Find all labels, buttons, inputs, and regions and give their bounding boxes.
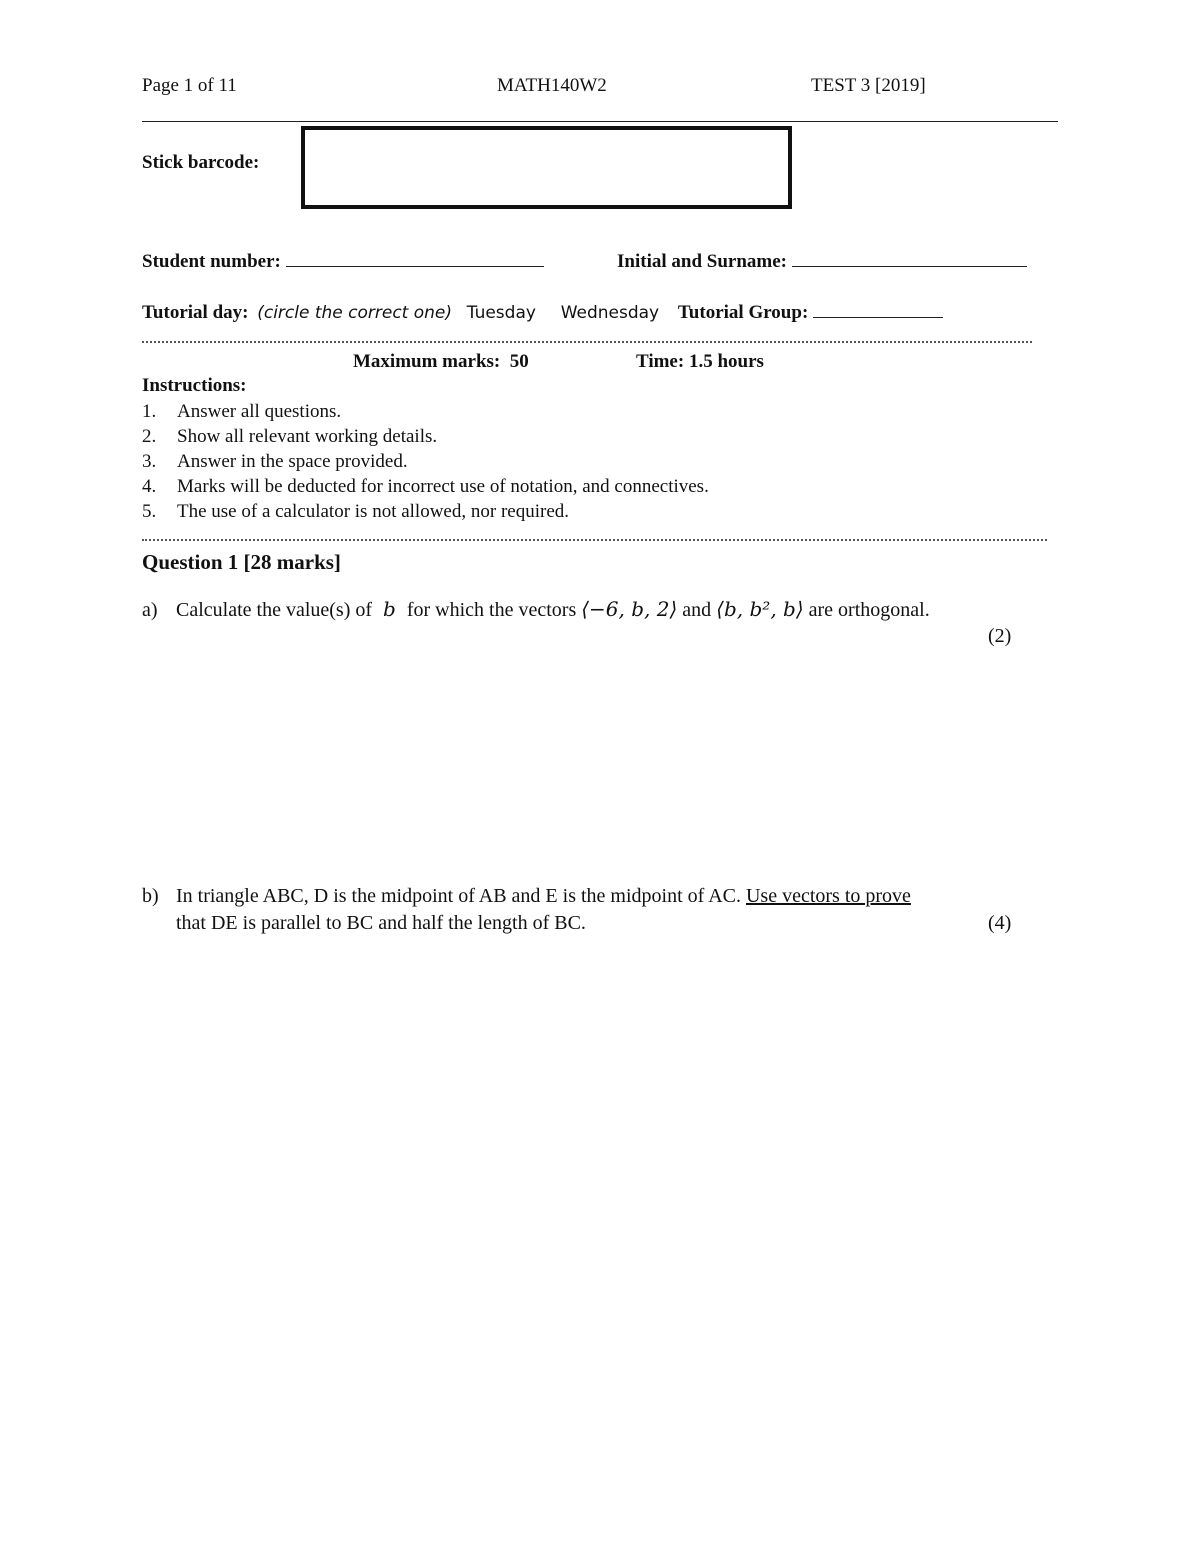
surname-field[interactable] <box>792 252 1027 267</box>
part-b-text-2: that DE is parallel to BC and half the length of BC. <box>176 912 586 934</box>
page-number: Page 1 of 11 <box>142 75 237 96</box>
part-a-marks: (2) <box>988 625 1012 647</box>
part-a-text-1: Calculate the value(s) of <box>176 599 373 621</box>
part-a-text-3: and <box>682 599 712 621</box>
tutorial-group-field[interactable] <box>813 303 943 318</box>
instructions-list <box>142 399 709 524</box>
instruction-item: 5. The use of a calculator is not allowed, nor required. <box>142 501 569 522</box>
part-a-text-2: for which the vectors <box>406 599 577 621</box>
part-b-letter: b) <box>142 885 159 907</box>
max-marks-label: Maximum marks: <box>353 351 501 372</box>
surname-row <box>617 251 1027 273</box>
tutorial-group-label: Tutorial Group: <box>677 302 809 323</box>
tutorial-day-tuesday[interactable]: Tuesday <box>466 303 536 323</box>
instruction-item: 1. Answer all questions. <box>142 401 342 422</box>
barcode-box <box>301 126 792 209</box>
tutorial-row <box>142 302 943 324</box>
test-label: TEST 3 [2019] <box>811 75 926 96</box>
part-a-variable: b <box>383 597 396 621</box>
tutorial-day-label: Tutorial day: <box>142 302 249 323</box>
max-marks <box>353 351 529 373</box>
exam-time: Time: 1.5 hours <box>636 351 764 372</box>
question-1-title: Question 1 [28 marks] <box>142 550 341 574</box>
instruction-item: 3. Answer in the space provided. <box>142 451 408 472</box>
course-code: MATH140W2 <box>497 75 607 96</box>
student-number-field[interactable] <box>286 252 544 267</box>
student-number-row <box>142 251 544 273</box>
question-1b-line-1 <box>142 885 911 908</box>
part-b-text-1: In triangle ABC, D is the midpoint of AB and E is the midpoint of AC. <box>176 885 741 907</box>
instruction-item: 4. Marks will be deducted for incorrect use of notation, and connectives. <box>142 476 709 497</box>
part-b-underlined: Use vectors to prove <box>745 885 911 907</box>
question-1a <box>142 597 930 622</box>
part-a-text-4: are orthogonal. <box>808 599 930 621</box>
part-a-letter: a) <box>142 599 158 621</box>
dotted-separator-1 <box>142 341 1032 343</box>
surname-label: Initial and Surname: <box>617 251 787 272</box>
part-a-vector-2: ⟨b, b², b⟩ <box>716 597 804 621</box>
header-rule <box>142 121 1058 122</box>
part-b-marks: (4) <box>988 912 1012 934</box>
max-marks-value: 50 <box>509 351 529 372</box>
barcode-label: Stick barcode: <box>142 152 260 173</box>
instruction-item: 2. Show all relevant working details. <box>142 426 438 447</box>
tutorial-day-wednesday[interactable]: Wednesday <box>560 303 660 323</box>
tutorial-day-hint: (circle the correct one) <box>257 303 453 323</box>
dotted-separator-2 <box>142 539 1047 541</box>
instructions-heading: Instructions: <box>142 375 247 396</box>
student-number-label: Student number: <box>142 251 281 272</box>
part-a-vector-1: ⟨−6, b, 2⟩ <box>581 597 678 621</box>
